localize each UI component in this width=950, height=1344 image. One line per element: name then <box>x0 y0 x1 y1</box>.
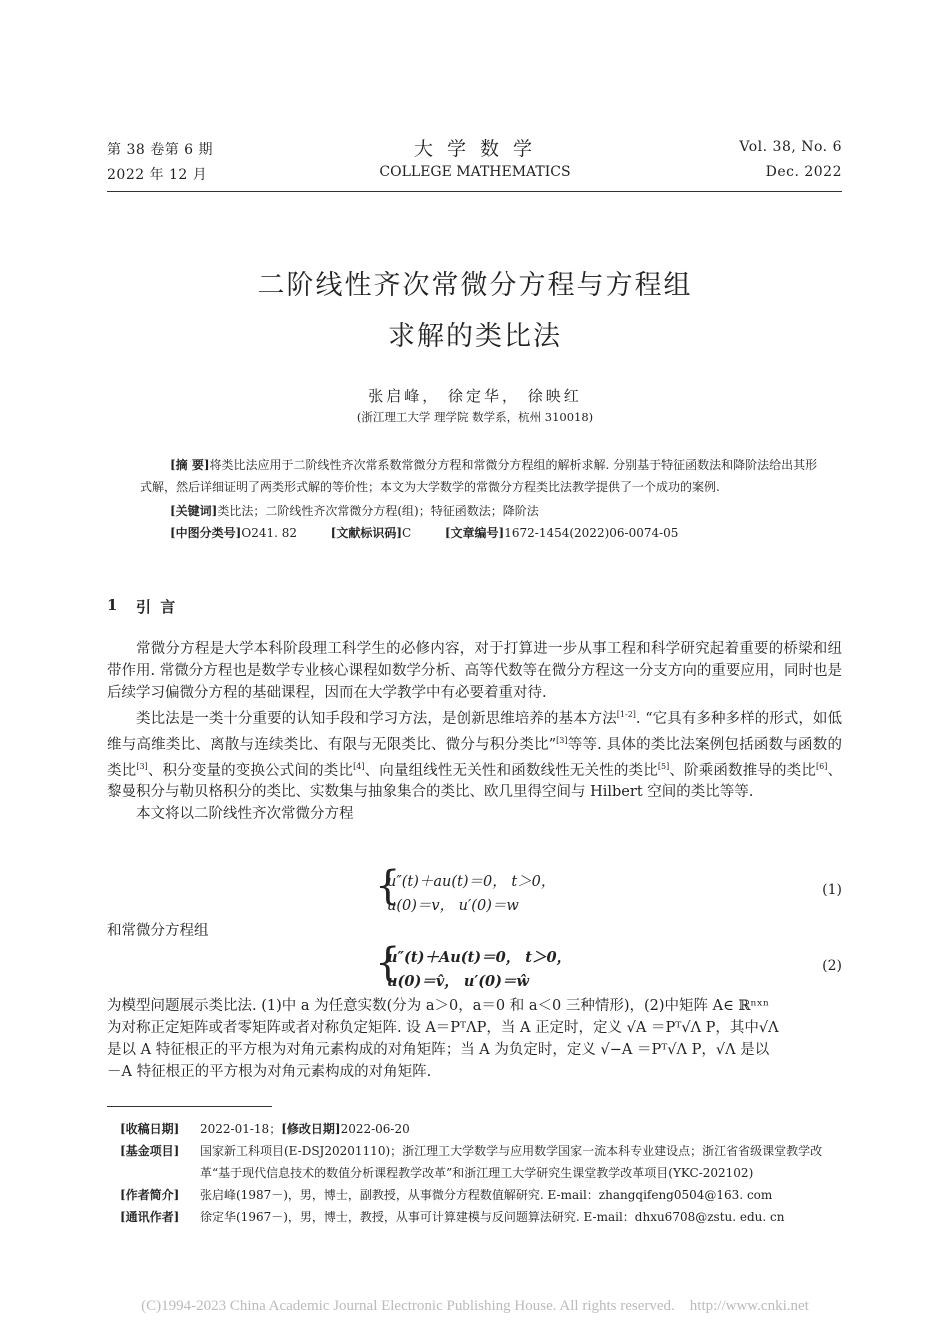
equation-1-line-2: u(0)＝v， u′(0)＝w <box>387 898 519 914</box>
copyright-footer: (C)1994-2023 China Academic Journal Electronic Publishing House. All rights reserved. http://www.cnki.net <box>141 1298 809 1314</box>
fund-label: [基金项目] <box>120 1144 180 1158</box>
article-number-label: [文章编号] <box>444 526 505 540</box>
text-line: 为对称正定矩阵或者零矩阵或者对称负定矩阵. 设 A＝PᵀΛP，当 A 正定时，定义 √A ＝Pᵀ√Λ P，其中√Λ <box>107 1020 779 1036</box>
author-bio-label: [作者简介] <box>120 1188 180 1202</box>
corresponding-label: [通讯作者] <box>120 1210 180 1224</box>
paragraph: 本文将以二阶线性齐次常微分方程 <box>136 806 354 823</box>
date-en: Dec. 2022 <box>765 164 842 180</box>
paragraph: 和常微分方程组 <box>107 923 209 939</box>
doc-code-label: [文献标识码] <box>330 526 403 540</box>
text-line: －A 特征根正的平方根为对角元素构成的对角矩阵. <box>107 1064 432 1080</box>
citation: [5] <box>657 761 670 771</box>
issue-date: 2022 年 12 月 <box>107 167 208 183</box>
keywords: 类比法；二阶线性齐次常微分方程(组)；特征函数法；降阶法 <box>217 504 539 518</box>
abstract <box>140 454 820 544</box>
journal-title-en: COLLEGE MATHEMATICS <box>379 164 571 180</box>
citation: [1-2] <box>616 710 636 719</box>
citation: [4] <box>353 761 365 771</box>
abstract-label: [摘 要] <box>170 458 210 472</box>
authors: 张启峰， 徐定华， 徐映红 <box>368 387 582 405</box>
equation-brace: { <box>375 863 401 909</box>
revised-label: [修改日期] <box>281 1122 341 1136</box>
corresponding-author: 徐定华(1967－)，男，博士，教授，从事可计算建模与反问题算法研究. E-mail：dhxu6708@zstu. edu. cn <box>200 1210 785 1224</box>
body-text <box>107 638 842 825</box>
citation: [3] <box>136 761 148 771</box>
section-title: 引 言 <box>136 598 178 616</box>
citation: [3] <box>556 735 568 745</box>
equation-2-number: (2) <box>822 958 842 974</box>
affiliation: (浙江理工大学 理学院 数学系，杭州 310018) <box>356 410 594 424</box>
author-bio: 张启峰(1987－)，男，博士，副教授，从事微分方程数值解研究. E-mail：zhangqifeng0504@163. com <box>200 1188 773 1202</box>
paragraph: 类比法是一类十分重要的认知手段和学习方法，是创新思维培养的基本方法[1-2]. “它具有多种多样的形式，如低维与高维类比、离散与连续类比、有限与无限类比、微分与积分类比”[3]等等. 具体的类比法案例包括函数与函数的类比[3]、积分变量的变换公式间的类比[4]、向量组线性无关性和函数线性无关性的类比[5]、阶乘函数推导的类比[6]、黎曼积分与勒贝格积分的类比、实数集与抽象集合的类比、欧几里得空间与 Hilbert 空间的类比等等. <box>107 710 843 801</box>
paragraph <box>107 995 842 1083</box>
volume-label: Vol. 38, No. 6 <box>739 139 842 155</box>
equation-brace: { <box>375 940 401 986</box>
section-number: 1 <box>107 596 118 614</box>
equation-2-line-1: u″(t)＋Au(t)＝0， t＞0， <box>387 949 572 966</box>
paragraph: 常微分方程是大学本科阶段理工科学生的必修内容，对于打算进一步从事工程和科学研究起着重要的桥梁和纽带作用. 常微分方程也是数学专业核心课程如数学分析、高等代数等在微分方程这一分支方向的重要应用，同时也是后续学习偏微分方程的基础课程，因而在大学教学中有必要着重对待. <box>107 641 842 701</box>
clc-label: [中图分类号] <box>170 526 242 540</box>
issue-label: 第 38 卷第 6 期 <box>107 142 214 158</box>
header-rule <box>107 191 842 192</box>
article-number-value: 1672-1454(2022)06-0074-05 <box>504 526 679 540</box>
clc-value: O241. 82 <box>241 526 297 540</box>
equation-2-line-2: u(0)＝v̂， u′(0)＝ŵ <box>387 973 529 990</box>
fund-text: 国家新工科项目(E-DSJ20201110)；浙江理工大学数学与应用数学国家一流本科专业建设点；浙江省省级课堂教学改革“基于现代信息技术的数值分析课程教学改革”和浙江理工大学研究生课堂教学改革项目(YKC-202102) <box>200 1144 823 1180</box>
equation-1-line-1: u″(t)＋au(t)＝0， t＞0， <box>387 874 556 890</box>
equation-1-number: (1) <box>822 882 842 898</box>
footnotes <box>120 1118 842 1228</box>
abstract-text: 将类比法应用于二阶线性齐次常系数常微分方程和常微分方程组的解析求解. 分别基于特征函数法和降阶法给出其形式解，然后详细证明了两类形式解的等价性；本文为大学数学的常微分方程类比法教学提供了一个成功的案例. <box>140 458 818 494</box>
title-line-2: 求解的类比法 <box>388 321 562 352</box>
doc-code-value: C <box>402 526 412 540</box>
journal-title-cn: 大 学 数 学 <box>413 138 537 160</box>
revised-date: 2022-06-20 <box>340 1122 410 1136</box>
footnote-rule <box>107 1106 272 1107</box>
text-line: 为模型问题展示类比法. (1)中 a 为任意实数(分为 a＞0，a＝0 和 a＜0 三种情形)，(2)中矩阵 A∈ ℝⁿˣⁿ <box>107 998 770 1014</box>
received-label: [收稿日期] <box>120 1122 180 1136</box>
keywords-label: [关键词] <box>170 504 218 518</box>
text-line: 是以 A 特征根正的平方根为对角元素构成的对角矩阵；当 A 为负定时，定义 √−A ＝Pᵀ√Λ P，√Λ 是以 <box>107 1042 770 1058</box>
citation: [6] <box>816 761 828 771</box>
title-line-1: 二阶线性齐次常微分方程与方程组 <box>257 270 693 301</box>
received-date: 2022-01-18； <box>200 1122 282 1136</box>
